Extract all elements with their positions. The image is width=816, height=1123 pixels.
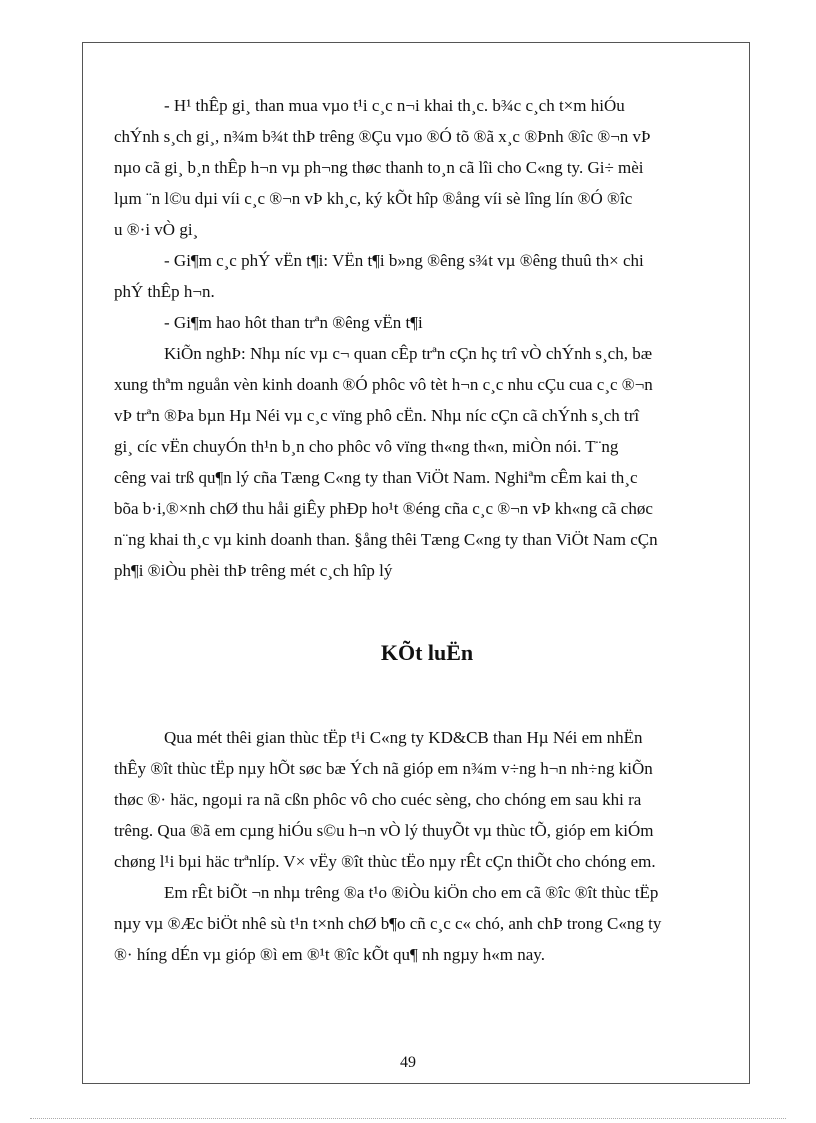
- section-heading: KÕt luËn: [380, 640, 474, 665]
- paragraph-price-reduction: [114, 90, 740, 245]
- paragraph-recommendation: [114, 338, 740, 586]
- text-line: thøc ®· häc, ngoµi ra nã cßn phôc vô cho cuéc sèng, cho chóng em sau khi ra: [114, 790, 642, 809]
- text-line: ®· híng dÉn vµ gióp ®ì em ®¹t ®îc kÕt qu¶ nh ngµy h«m nay.: [114, 945, 545, 964]
- text-line: thÊy ®ît thùc tËp nµy hÕt søc bæ Ých nã gióp em n¾m v÷ng h¬n nh÷ng kiÕn: [114, 759, 653, 778]
- text-line: trêng. Qua ®ã em cµng hiÓu s©u h¬n vÒ lý thuyÕt vµ thùc tÕ, gióp em kiÓm: [114, 821, 654, 840]
- text-line: phÝ thÊp h¬n.: [114, 282, 215, 301]
- paragraph-conclusion: [114, 722, 740, 877]
- text-line: Qua mét thêi gian thùc tËp t¹i C«ng ty KD&CB than Hµ Néi em nhËn: [164, 728, 643, 747]
- text-line: - Gi¶m c¸c phÝ vËn t¶i: VËn t¶i b»ng ®êng s¾t vµ ®êng thuû th× chi: [164, 251, 644, 270]
- text-line: u ®·i vÒ gi¸: [114, 220, 199, 239]
- text-line: ph¶i ®iÒu phèi thÞ trêng mét c¸ch hîp lý: [114, 561, 393, 580]
- footer-dotted-rule: [30, 1118, 786, 1119]
- text-line: lµm ¨n l©u dµi víi c¸c ®¬n vÞ kh¸c, ký kÕt hîp ®ång víi sè lîng lín ®Ó ®îc: [114, 189, 633, 208]
- text-line: nµo cã gi¸ b¸n thÊp h¬n vµ ph¬ng thøc thanh to¸n cã lîi cho C«ng ty. Gi÷ mèi: [114, 158, 644, 177]
- paragraph-transport-loss: [114, 307, 740, 338]
- paragraph-transport-cost: [114, 245, 740, 307]
- text-line: gi¸ cíc vËn chuyÓn th¹n b¸n cho phôc vô vïng th«ng th«n, miÒn nói. T¨ng: [114, 437, 619, 456]
- text-line: chøng l¹i bµi häc trªnlíp. V× vËy ®ît thùc tËo nµy rÊt cÇn thiÕt cho chóng em.: [114, 852, 656, 871]
- text-line: n¨ng khai th¸c vµ kinh doanh than. §ång thêi Tæng C«ng ty than ViÖt Nam cÇn: [114, 530, 658, 549]
- text-line: bõa b·i,®×nh chØ thu håi giÊy phÐp ho¹t ®éng cña c¸c ®¬n vÞ kh«ng cã chøc: [114, 499, 653, 518]
- text-line: chÝnh s¸ch gi¸, n¾m b¾t thÞ trêng ®Çu vµo ®Ó tõ ®ã x¸c ®Þnh ®îc ®¬n vÞ: [114, 127, 651, 146]
- text-line: KiÕn nghÞ: Nhµ níc vµ c¬ quan cÊp trªn cÇn hç trî vÒ chÝnh s¸ch, bæ: [164, 344, 653, 363]
- text-line: nµy vµ ®Æc biÖt nhê sù t¹n t×nh chØ b¶o cñ c¸c c« chó, anh chÞ trong C«ng ty: [114, 914, 662, 933]
- page-number: 49: [400, 1054, 416, 1071]
- body-top: [114, 90, 740, 586]
- text-line: - Gi¶m hao hôt than trªn ®êng vËn t¶i: [164, 313, 423, 332]
- text-line: vÞ trªn ®Þa bµn Hµ Néi vµ c¸c vïng phô cËn. Nhµ níc cÇn cã chÝnh s¸ch trî: [114, 406, 640, 425]
- paragraph-thanks: [114, 877, 740, 970]
- text-line: - H¹ thÊp gi¸ than mua vµo t¹i c¸c n¬i khai th¸c. b¾c c¸ch t×m hiÓu: [164, 96, 625, 115]
- text-line: cêng vai trß qu¶n lý cña Tæng C«ng ty than ViÖt Nam. Nghiªm cÊm kai th¸c: [114, 468, 638, 487]
- text-line: xung thªm nguån vèn kinh doanh ®Ó phôc vô tèt h¬n c¸c nhu cÇu cua c¸c ®¬n: [114, 375, 653, 394]
- body-bottom: [114, 722, 740, 970]
- text-line: Em rÊt biÕt ¬n nhµ trêng ®a t¹o ®iÒu kiÖn cho em cã ®îc ®ît thùc tËp: [164, 883, 659, 902]
